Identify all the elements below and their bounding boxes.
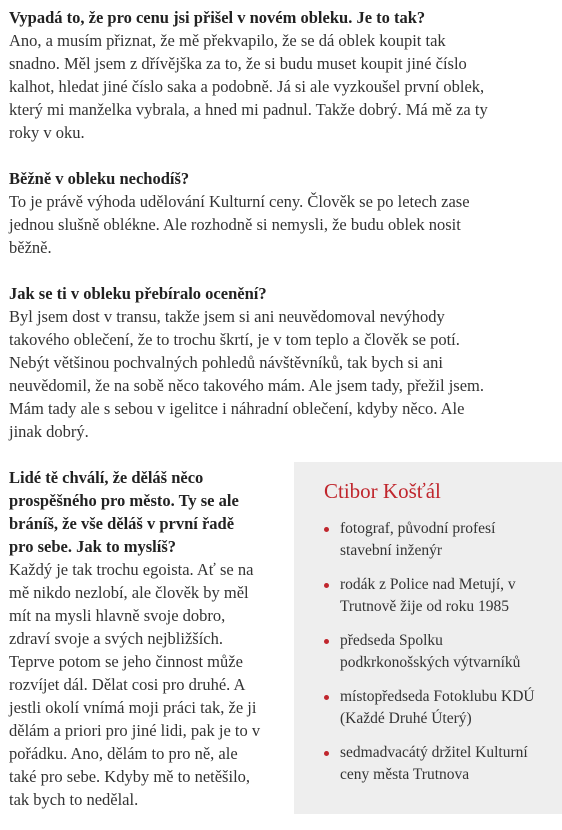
infobox-item [324, 518, 548, 562]
qa-block-2 [9, 167, 499, 259]
interview-question: Vypadá to, že pro cenu jsi přišel v novém obleku. Je to tak? [9, 8, 426, 27]
qa-with-infobox [9, 466, 557, 811]
infobox-item-text: místopředseda Fotoklubu KDÚ (Každé Druhé Úterý) [340, 688, 535, 727]
infobox-title: Ctibor Košťál [324, 479, 441, 503]
infobox-item [324, 574, 548, 618]
infobox-item-text: fotograf, původní profesí stavební inženýr [340, 520, 496, 559]
interview-question: Běžně v obleku nechodíš? [9, 169, 190, 188]
bullet-icon [324, 695, 329, 700]
infobox-item-text: rodák z Police nad Metují, v Trutnově žije od roku 1985 [340, 576, 516, 615]
qa-block-1 [9, 6, 499, 144]
interview-question: Lidé tě chválí, že děláš něco prospěšného pro město. Ty se ale bráníš, že vše děláš v první řadě pro sebe. Jak to myslíš? [9, 468, 239, 556]
interview-answer: Ano, a musím přiznat, že mě překvapilo, že se dá oblek koupit tak snadno. Měl jsem z dřívějška za to, že si budu muset koupit jiné číslo kalhot, hledat jiné číslo saka a podobně. Já si ale vyzkoušel první oblek, který mi manželka vybrala, a hned mi padnul. Takže dobrý. Má mě za ty roky v oku. [9, 31, 488, 142]
article [9, 6, 557, 811]
infobox-list [324, 518, 548, 786]
interview-answer: Každý je tak trochu egoista. Ať se na mě nikdo nezlobí, ale člověk by měl mít na mysli hlavně svoje dobro, zdraví svoje a svých nejbližších. Teprve potom se jeho činnost může rozvíjet dál. Dělat cosi pro druhé. A jestli okolí vnímá moji práci tak, že ji dělám a priori pro jiné lidi, pak je to v pořádku. Ano, dělám to pro ně, ale také pro sebe. Kdyby mě to netěšilo, tak bych to nedělal. [9, 560, 261, 809]
bullet-icon [324, 639, 329, 644]
infobox-item [324, 742, 548, 786]
interview-answer: To je právě výhoda udělování Kulturní ceny. Člověk se po letech zase jednou slušně oblékne. Ale rozhodně si nemysli, že budu oblek nosit běžně. [9, 192, 470, 257]
bullet-icon [324, 583, 329, 588]
profile-infobox [294, 462, 562, 814]
bullet-icon [324, 751, 329, 756]
infobox-item [324, 686, 548, 730]
infobox-item-text: předseda Spolku podkrkonošských výtvarníků [340, 632, 521, 671]
interview-question: Jak se ti v obleku přebíralo ocenění? [9, 284, 267, 303]
interview-answer: Byl jsem dost v transu, takže jsem si ani neuvědomoval nevýhody takového oblečení, že to trochu škrtí, je v tom teplo a člověk se potí. Nebýt většinou pochvalných pohledů návštěvníků, tak bych si ani neuvědomil, že na sobě něco takového mám. Ale jsem tady, přežil jsem. Mám tady ale s sebou v igelitce i náhradní oblečení, kdyby něco. Ale jinak dobrý. [9, 307, 484, 441]
infobox-item [324, 630, 548, 674]
infobox-item-text: sedmadvacátý držitel Kulturní ceny města Trutnova [340, 744, 528, 783]
qa-block-3 [9, 282, 499, 443]
qa-block-4 [9, 466, 261, 811]
bullet-icon [324, 527, 329, 532]
